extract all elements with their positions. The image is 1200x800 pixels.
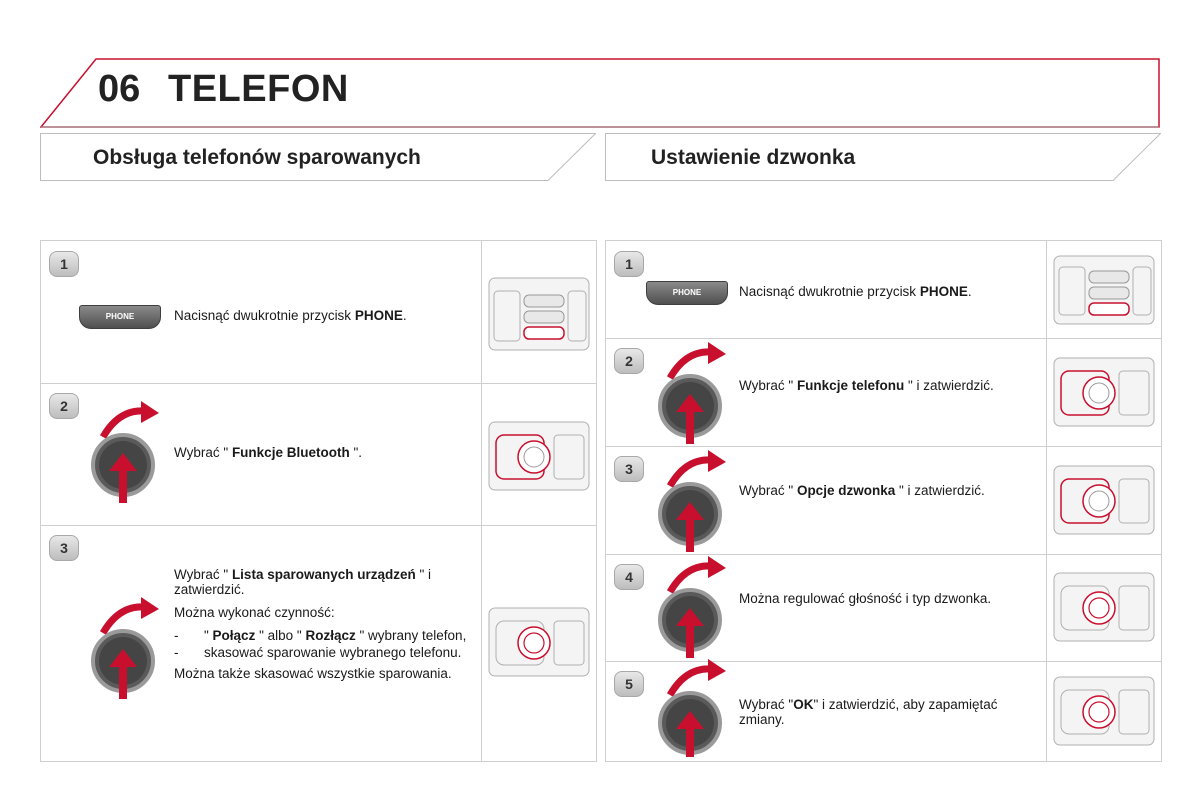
rotate-arrow-icon (708, 450, 726, 472)
left-steps-table (40, 240, 597, 762)
right-step-3 (606, 446, 1161, 555)
step-instruction: Wybrać " Funkcje Bluetooth ". (174, 445, 362, 460)
thumbnail-cell (1046, 554, 1162, 661)
radio-console-icon (1053, 465, 1155, 535)
rotate-arrow-icon (708, 556, 726, 578)
rotary-dial-icon (656, 659, 736, 763)
rotate-arrow-icon (141, 597, 159, 619)
right-step-4 (606, 554, 1161, 662)
thumbnail-cell (1046, 446, 1162, 554)
rotate-arrow-icon (141, 401, 159, 423)
right-step-1 (606, 241, 1161, 339)
right-section-title: Ustawienie dzwonka (651, 146, 856, 169)
radio-console-icon (1053, 676, 1155, 746)
step-instruction: Można regulować głośność i typ dzwonka. (739, 591, 992, 606)
step-number-badge: 3 (614, 456, 644, 482)
left-step-1 (41, 241, 596, 384)
step-number-badge: 2 (614, 348, 644, 374)
list-item: - " Połącz " albo " Rozłącz " wybrany telefon, (174, 628, 467, 643)
step-number-badge: 5 (614, 671, 644, 697)
page-title: TELEFON (168, 68, 349, 110)
step-number-badge: 4 (614, 564, 644, 590)
rotary-dial-icon (89, 597, 169, 701)
rotary-dial-icon (656, 450, 736, 554)
options-intro: Można wykonać czynność: (174, 605, 335, 620)
thumbnail-cell (1046, 338, 1162, 446)
radio-console-icon (1053, 255, 1155, 325)
thumbnail-cell (481, 241, 597, 383)
step-instruction: Wybrać " Lista sparowanych urządzeń " i zatwierdzić. Można wykonać czynność: - " Połącz " albo " Rozłącz " wybrany telefon, - skasować sparowanie wybranego telefonu. Można także skasować wszystkie sparowania. (174, 567, 474, 689)
left-section-title: Obsługa telefonów sparowanych (93, 146, 421, 169)
thumbnail-cell (481, 525, 597, 761)
list-item: - skasować sparowanie wybranego telefonu. (174, 645, 462, 660)
radio-console-icon (1053, 357, 1155, 427)
rotate-arrow-icon (708, 342, 726, 364)
thumbnail-cell (481, 383, 597, 525)
rotary-dial-icon (89, 401, 169, 505)
phone-button-icon: PHONE (646, 281, 728, 305)
radio-console-icon (488, 607, 590, 677)
options-list (174, 628, 474, 660)
step-instruction: Wybrać " Opcje dzwonka " i zatwierdzić. (739, 483, 985, 498)
step-instruction: Nacisnąć dwukrotnie przycisk PHONE. (174, 308, 407, 323)
thumbnail-cell (1046, 661, 1162, 761)
additional-note: Można także skasować wszystkie sparowania. (174, 666, 452, 681)
chapter-number: 06 (98, 68, 141, 110)
radio-console-icon (488, 421, 590, 491)
step-number-badge: 2 (49, 393, 79, 419)
step-instruction: Nacisnąć dwukrotnie przycisk PHONE. (739, 284, 972, 299)
rotate-arrow-icon (708, 659, 726, 681)
left-step-3 (41, 525, 596, 761)
radio-console-icon (1053, 572, 1155, 642)
step-number-badge: 3 (49, 535, 79, 561)
right-step-5 (606, 661, 1161, 761)
step-number-badge: 1 (614, 251, 644, 277)
radio-console-icon (488, 277, 590, 351)
right-step-2 (606, 338, 1161, 447)
step-instruction: Wybrać " Funkcje telefonu " i zatwierdzić. (739, 378, 994, 393)
phone-button-icon: PHONE (79, 305, 161, 329)
rotary-dial-icon (656, 342, 736, 446)
rotary-dial-icon (656, 556, 736, 660)
step-instruction: Wybrać "OK" i zatwierdzić, aby zapamiętać zmiany. (739, 697, 998, 727)
right-steps-table (605, 240, 1162, 762)
step-number-badge: 1 (49, 251, 79, 277)
thumbnail-cell (1046, 241, 1162, 338)
left-step-2 (41, 383, 596, 526)
